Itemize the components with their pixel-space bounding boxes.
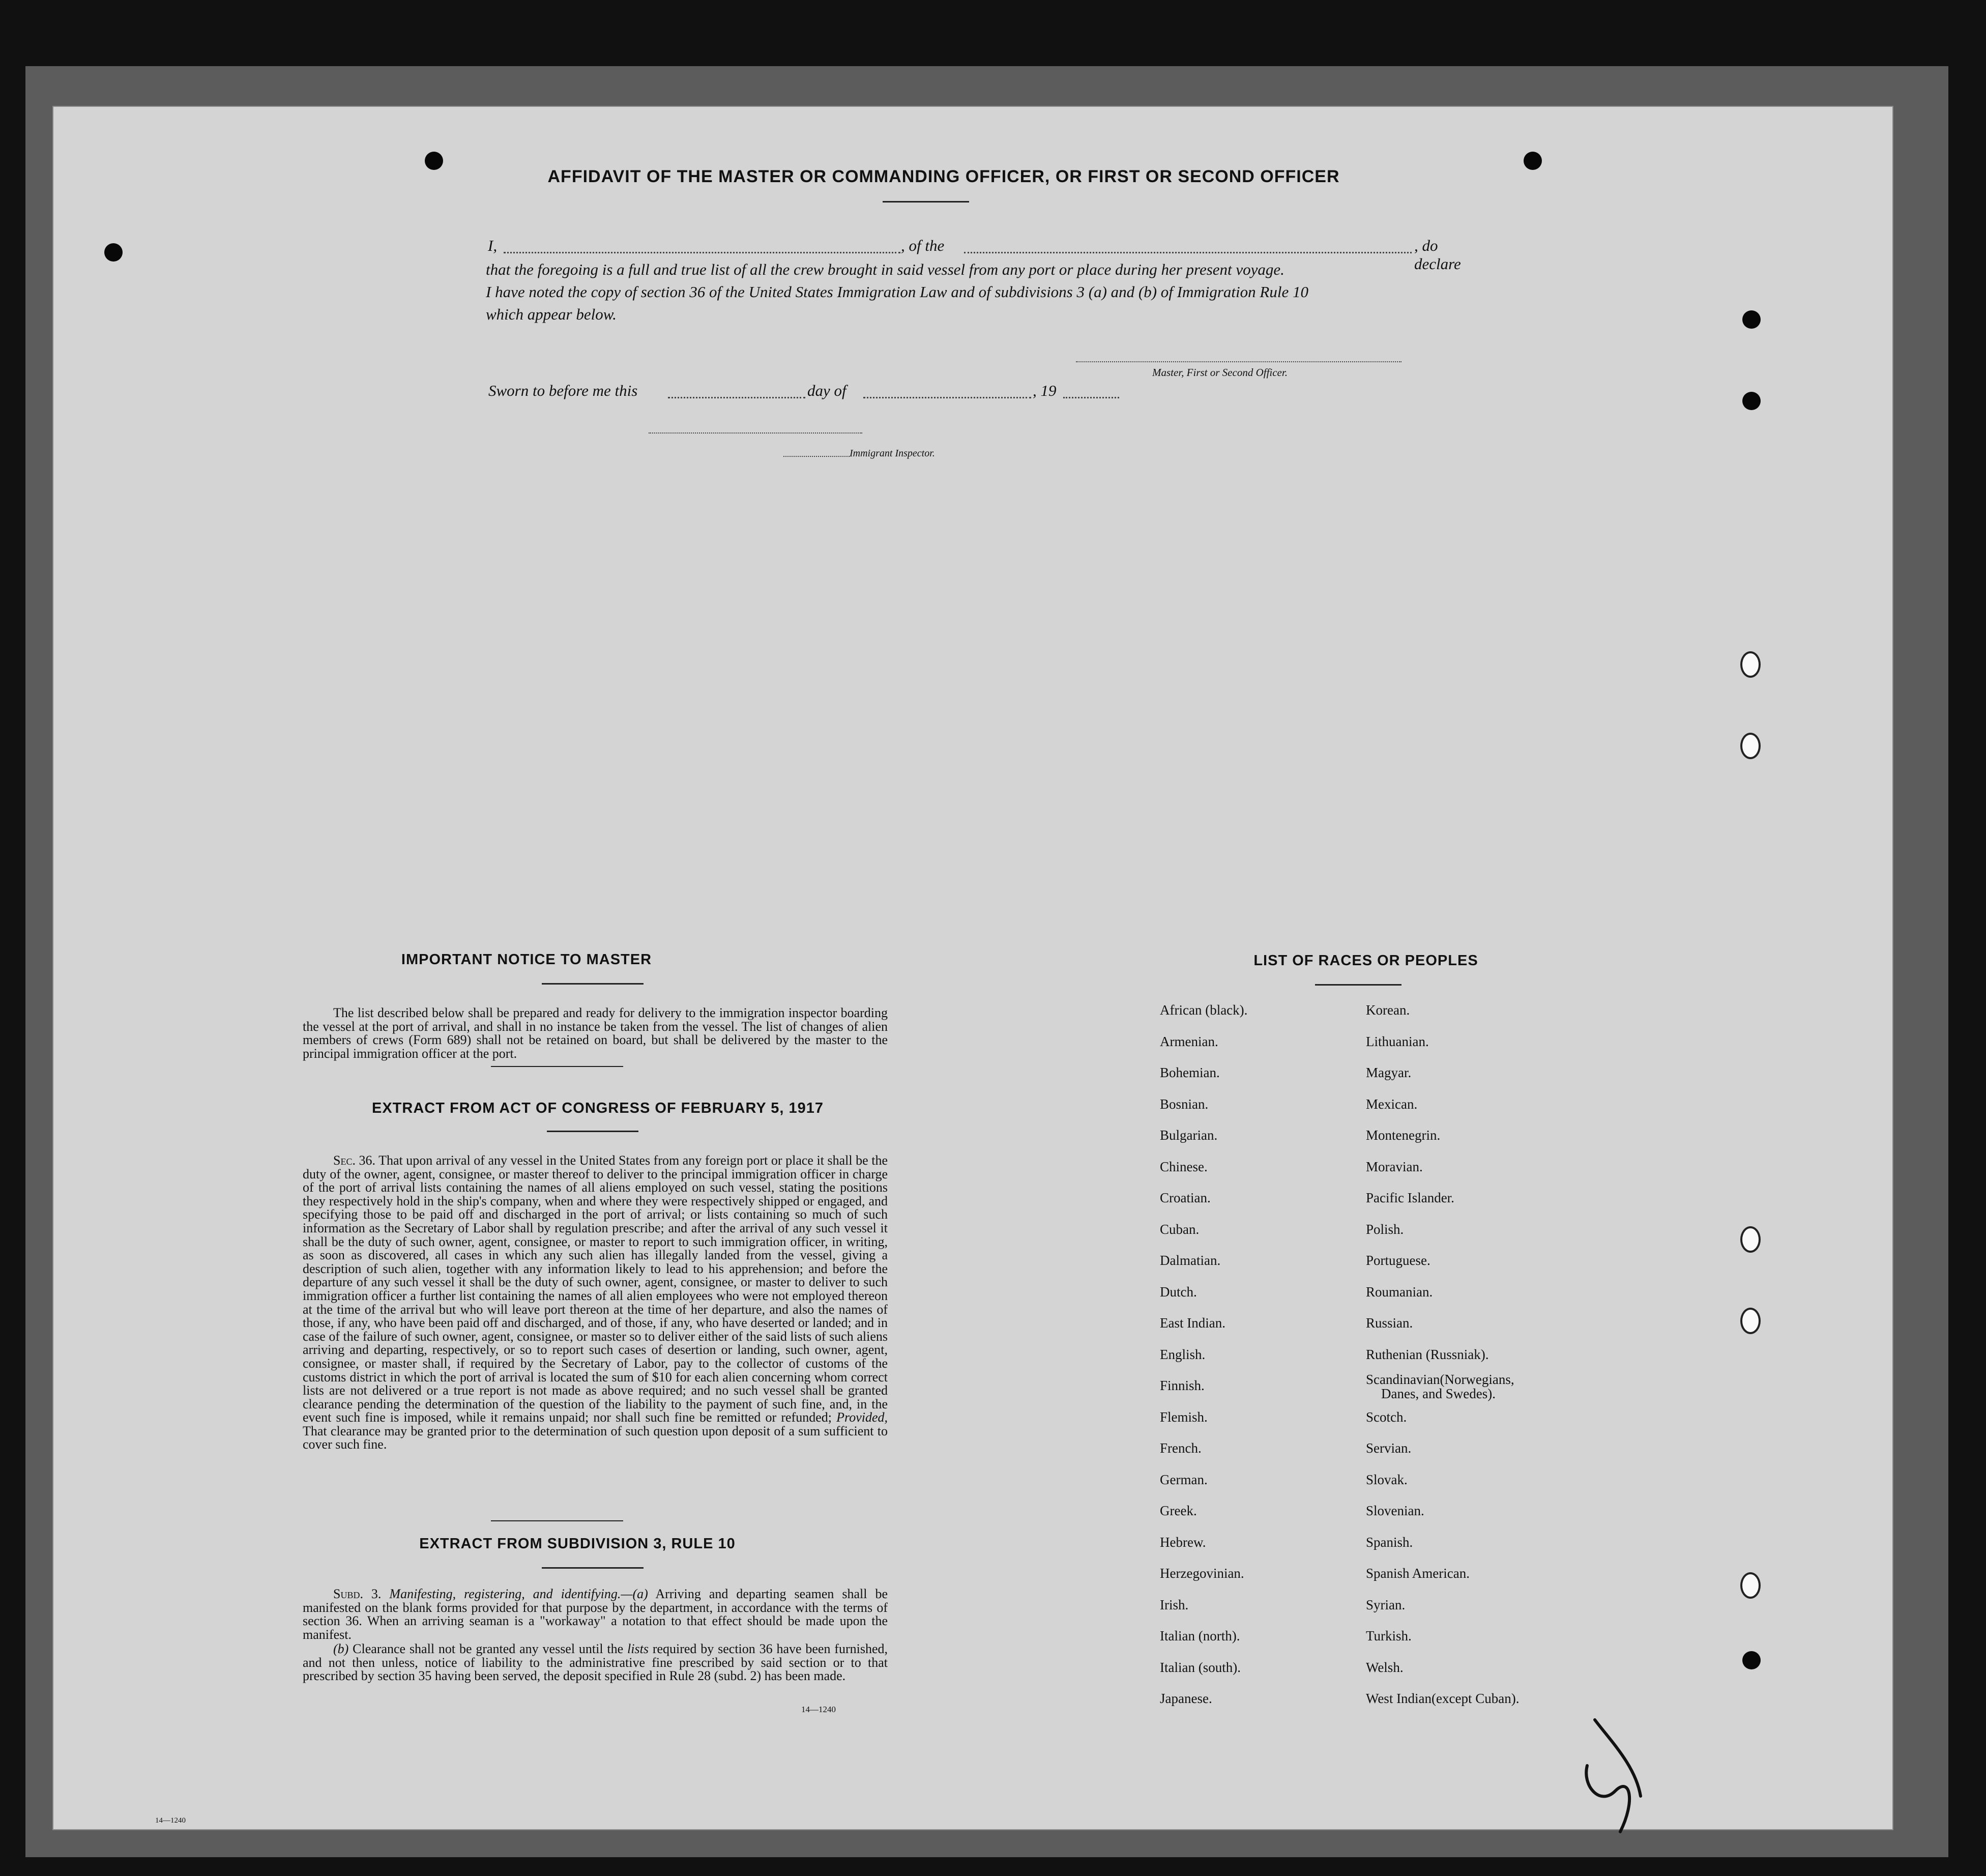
- subd-b-body-1: Clearance shall not be granted any vessel until the: [353, 1641, 624, 1656]
- handwritten-mark: [1580, 1710, 1681, 1842]
- race-item: Hebrew.: [1160, 1534, 1206, 1550]
- officer-signature-line[interactable]: [1076, 361, 1401, 362]
- divider: [542, 1567, 644, 1569]
- subd-b-body-2: required by section 36 have been furnished, and not then unless, notice of liability to the administrative fine prescribed by said section or to that prescribed by section 35 having been served, the deposit specified in Rule 28 (subd. 2) has been made.: [303, 1641, 888, 1684]
- provided-label: Provided,: [836, 1410, 888, 1425]
- margin-stamp: 14—1240: [155, 1816, 186, 1825]
- race-item: Scotch.: [1366, 1409, 1407, 1425]
- reinforcement-ring: [1740, 1226, 1761, 1253]
- race-item: Lithuanian.: [1366, 1033, 1429, 1049]
- race-item: Korean.: [1366, 1002, 1410, 1018]
- race-item: Polish.: [1366, 1221, 1404, 1237]
- race-item: French.: [1160, 1440, 1202, 1456]
- race-item: Spanish.: [1366, 1534, 1413, 1550]
- declare-label: , do declare: [1414, 237, 1461, 273]
- declarant-name-field[interactable]: [504, 252, 900, 253]
- rule-subd-a-text: [303, 1588, 888, 1641]
- affidavit-title: AFFIDAVIT OF THE MASTER OR COMMANDING OFFICER, OR FIRST OR SECOND OFFICER: [547, 167, 1340, 186]
- race-item: Bosnian.: [1160, 1096, 1209, 1112]
- punch-hole: [1742, 310, 1761, 329]
- document-page: [53, 107, 1892, 1829]
- punch-hole: [1742, 1651, 1761, 1669]
- punch-hole: [1524, 152, 1542, 170]
- divider: [491, 1520, 623, 1521]
- rule-extract-title: EXTRACT FROM SUBDIVISION 3, RULE 10: [419, 1536, 736, 1552]
- punch-hole: [425, 152, 443, 170]
- race-item: Ruthenian (Russniak).: [1366, 1346, 1489, 1362]
- race-item: East Indian.: [1160, 1315, 1225, 1331]
- subd-a-body: Arriving and departing seamen shall be manifested on the blank forms provided for that purpose by the department, in accordance with the terms of section 36. When an arriving seaman is a "workaway" a notation to that effect should be made upon the manifest.: [303, 1586, 888, 1642]
- race-item: Bohemian.: [1160, 1065, 1220, 1080]
- divider: [1315, 984, 1401, 986]
- day-of-label: day of: [807, 382, 846, 399]
- section-body: That upon arrival of any vessel in the United States from any foreign port or place it shall be the duty of the owner, agent, consignee, or master thereof to deliver to the principal immigration officer in charge of the port of arrival lists containing the names of all aliens employed on such vessel, stating the positions they respectively hold in the ship's company, when and where they were respectively shipped or engaged, and specifying those to be paid off and discharged in the port of arrival; or lists containing so much of such information as the Secretary of Labor shall by regulation prescribe; and after the arrival of any such vessel it shall be the duty of such owner, agent, consignee, or master to report to such immigration officer, in writing, as soon as discovered, all cases in which any such alien has illegally landed from the vessel, giving a description of such alien, together with any information likely to lead to his apprehension; and before the departure of any such vessel it shall be the duty of such owner, agent, consignee, or master to deliver to such immigration officer a further list containing the names of all alien employees who were not employed thereon at the time of the arrival but who will leave port thereon at the time of her departure, and also the names of those, if any, who have been paid off and discharged, and of those, if any, who have deserted or landed; and in case of the failure of such owner, agent, consignee, or master so to deliver either of the said lists of such aliens arriving and departing, respectively, or so to report such cases of desertion or landing, such owner, agent, consignee, or master shall, if required by the Secretary of Labor, pay to the collector of customs of the customs district in which the port of arrival is located the sum of $10 for each alien concerning whom correct lists are not delivered or a true report is not made as above required; and no such vessel shall be granted clearance pending the determination of the question of the liability to the payment of such fine, and, in the event such fine is imposed, while it remains unpaid; nor shall such fine be remitted or refunded;: [303, 1153, 888, 1425]
- declarant-label: I,: [488, 237, 498, 254]
- affidavit-line-3: I have noted the copy of section 36 of the United States Immigration Law and of subdivisions 3 (a) and (b) of Immigration Rule 10: [486, 283, 1308, 301]
- race-item: Croatian.: [1160, 1190, 1211, 1205]
- reinforcement-ring: [1740, 733, 1761, 759]
- punch-hole: [1742, 392, 1761, 410]
- race-item: Welsh.: [1366, 1659, 1404, 1675]
- sworn-day-field[interactable]: [668, 397, 805, 398]
- race-item: Slovenian.: [1366, 1503, 1424, 1518]
- race-item: Slovak.: [1366, 1471, 1408, 1487]
- race-item: Pacific Islander.: [1366, 1190, 1454, 1205]
- race-item: Chinese.: [1160, 1159, 1208, 1174]
- race-item: Cuban.: [1160, 1221, 1200, 1237]
- vessel-label: , of the: [901, 237, 945, 254]
- divider: [883, 201, 969, 203]
- sworn-year-field[interactable]: [1063, 397, 1119, 398]
- race-item: Dutch.: [1160, 1284, 1197, 1300]
- sworn-month-field[interactable]: [863, 397, 1031, 398]
- race-item: Irish.: [1160, 1597, 1189, 1612]
- divider: [542, 983, 644, 985]
- act-section-36-text: [303, 1154, 888, 1452]
- race-item: Portuguese.: [1366, 1253, 1430, 1268]
- race-item: Italian (north).: [1160, 1628, 1240, 1643]
- subd-b-label: (b): [333, 1641, 349, 1656]
- race-item: Greek.: [1160, 1503, 1197, 1518]
- races-title: LIST OF RACES OR PEOPLES: [1253, 953, 1478, 969]
- notice-text: The list described below shall be prepared and ready for delivery to the immigration inspector boarding the vessel at the port of arrival, and shall in no instance be taken from the vessel. The list of changes of alien members of crews (Form 689) shall not be retained on board, but shall be delivered by the master to the principal immigration officer at the port.: [303, 1005, 888, 1061]
- section-label: Sec. 36.: [333, 1153, 376, 1168]
- race-item: Finnish.: [1160, 1378, 1205, 1393]
- rule-subd-b-text: [303, 1642, 888, 1683]
- race-item: African (black).: [1160, 1002, 1248, 1018]
- affidavit-line-2: that the foregoing is a full and true list of all the crew brought in said vessel from any port or place during her present voyage.: [486, 261, 1284, 278]
- race-item: Syrian.: [1366, 1597, 1406, 1612]
- reinforcement-ring: [1740, 1572, 1761, 1599]
- race-item: German.: [1160, 1471, 1208, 1487]
- race-item: Scandinavian(Norwegians,: [1366, 1372, 1514, 1387]
- race-item: Spanish American.: [1366, 1566, 1470, 1581]
- race-item: Moravian.: [1366, 1159, 1423, 1174]
- race-item: Servian.: [1366, 1440, 1412, 1456]
- race-item-continuation: Danes, and Swedes).: [1381, 1386, 1496, 1401]
- race-item: Flemish.: [1160, 1409, 1208, 1425]
- officer-signature-caption: Master, First or Second Officer.: [1152, 366, 1288, 379]
- race-item: Turkish.: [1366, 1628, 1412, 1643]
- race-item: Russian.: [1366, 1315, 1413, 1331]
- race-item: Roumanian.: [1366, 1284, 1433, 1300]
- subd-a-label: —(a): [621, 1586, 648, 1601]
- race-item: Dalmatian.: [1160, 1253, 1221, 1268]
- inspector-signature-line[interactable]: [649, 432, 862, 434]
- divider: [547, 1131, 638, 1132]
- sworn-label: Sworn to before me this: [488, 382, 638, 399]
- race-item: Armenian.: [1160, 1033, 1218, 1049]
- race-item: Herzegovinian.: [1160, 1566, 1244, 1581]
- year-label: , 19: [1033, 382, 1057, 399]
- subd-label: Subd. 3.: [333, 1586, 382, 1601]
- reinforcement-ring: [1740, 1308, 1761, 1334]
- subd-b-lists: lists: [627, 1641, 649, 1656]
- race-item: Italian (south).: [1160, 1659, 1241, 1675]
- inspector-caption-leader: [783, 456, 850, 457]
- race-item: Mexican.: [1366, 1096, 1418, 1112]
- notice-title: IMPORTANT NOTICE TO MASTER: [401, 951, 652, 968]
- race-item: West Indian(except Cuban).: [1366, 1691, 1520, 1706]
- race-item: Magyar.: [1366, 1065, 1412, 1080]
- sworn-line: [486, 382, 1147, 402]
- race-item: Bulgarian.: [1160, 1128, 1218, 1143]
- act-extract-title: EXTRACT FROM ACT OF CONGRESS OF FEBRUARY 5, 1917: [371, 1100, 824, 1116]
- race-item: Japanese.: [1160, 1691, 1212, 1706]
- vessel-name-field[interactable]: [964, 252, 1412, 253]
- race-item: Montenegrin.: [1366, 1128, 1441, 1143]
- inspector-caption: Immigrant Inspector.: [850, 448, 935, 459]
- punch-hole: [104, 243, 123, 262]
- provided-body: That clearance may be granted prior to the determination of such question upon deposit of a sum sufficient to cover such fine.: [303, 1423, 888, 1452]
- affidavit-line-4: which appear below.: [486, 305, 617, 323]
- form-number: 14—1240: [801, 1705, 836, 1714]
- divider: [491, 1066, 623, 1067]
- race-item: English.: [1160, 1346, 1206, 1362]
- subd-heading: Manifesting, registering, and identifying.: [389, 1586, 621, 1601]
- reinforcement-ring: [1740, 651, 1761, 678]
